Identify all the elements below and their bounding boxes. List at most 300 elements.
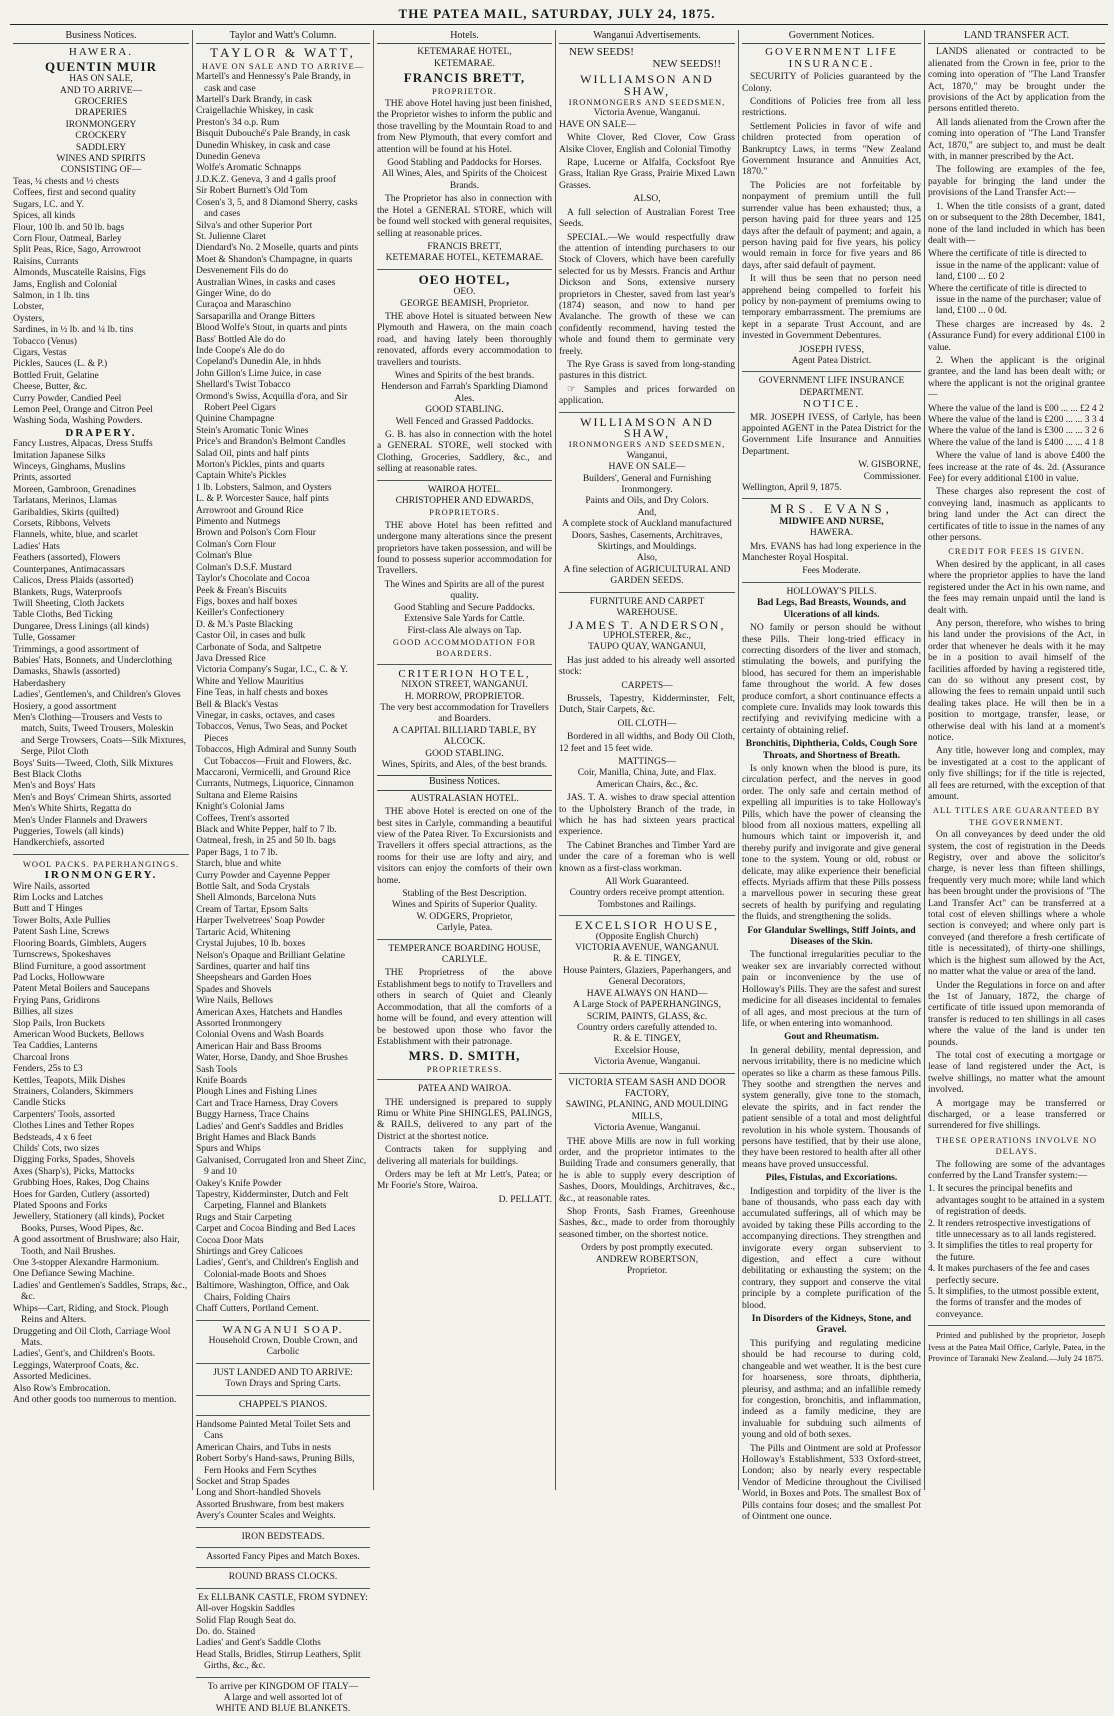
fee-item: Where the certificate of title is directed to issue in the name of the applicant: value of land, £100 ... £0 2: [928, 249, 1100, 283]
paragraph: Any title, however long and complex, may be investigated at a cost to the applicant of only five shillings; for if the title is rejected, all fees are returned, with the exception of that amount.: [928, 746, 1105, 802]
list-item: Buggy Harness, Trace Chains: [196, 1110, 309, 1121]
list-item: Hoes for Garden, Cutlery (assorted): [13, 1189, 150, 1200]
paragraph: Is only known when the blood is pure, its circulation perfect, and the nerves in good order. The only safe and certain method of expelling all impurities is to take Holloway's Pills, which have the power of cleansing the blood from all noxious matters, expelling all humours which taint or impoverish it, and thereby purify and invigorate and give general tone to the system. Young or old, robust or delicate, may alike experience their beneficial effects. Myriads affirm that these Pills possess a marvellous power in securing these great secrets of health by purifying and regulating the fluids, and strengthening the solids.: [742, 763, 921, 923]
factory-title: VICTORIA STEAM SASH AND DOOR FACTORY,: [568, 1077, 726, 1099]
list-item: Vinegar, in casks, octaves, and cases: [196, 710, 335, 721]
list-item: Trimmings, a good assortment of: [13, 644, 140, 655]
paragraph: THE above Mills are now in full working order, and the proprietor intimates to the Building Trade and consumers generally, that he is able to supply every description of Sashes, Doors, Mouldings, Architraves, &c., &c., at reasonable rates.: [559, 1136, 735, 1204]
list-item: Men's Under Flannels and Drawers: [13, 815, 148, 826]
list-item: Pickles, Sauces (L. & P.): [13, 359, 108, 370]
list-item: Salmon, in 1 lb. tins: [13, 290, 90, 301]
paragraph: Under the Regulations in force on and after the 1st of January, 1872, the charge of certificate of title issued upon memoranda of transfer is reduced to ten shillings in all cases where the value of the land is under ten pounds.: [928, 980, 1105, 1048]
paragraph: Builders', General and Furnishing Ironmongery.: [582, 473, 712, 496]
list-item: Long and Short-handled Shovels: [196, 1488, 321, 1499]
factory-trade: SAWING, PLANING, AND MOULDING MILLS,: [565, 1100, 729, 1122]
drapery-list: [13, 439, 189, 850]
advantages-list: [928, 1184, 1105, 1321]
paragraph: The following are examples of the fee, payable for bringing the land under the provisions of the Land Transfer Act:—: [928, 165, 1105, 199]
list-item: Copeland's Dunedin Ale, in hhds: [196, 357, 321, 368]
list-item: Knife Boards: [196, 1075, 247, 1086]
paragraph: Fees Moderate.: [802, 566, 861, 577]
also-label: Also,: [636, 553, 658, 564]
paragraph: Where the value of land is above £400 the fees increase at the rate of 4s. 2d. (Assurance Fee) for every additional £100 in value.: [928, 451, 1105, 485]
ironmongery-title: IRONMONGERY.: [44, 869, 158, 882]
advantage-item: 3. It simplifies the titles to real property for the future.: [928, 1241, 1093, 1263]
column-header: Government Notices.: [742, 30, 921, 44]
also-label: ALSO,: [633, 194, 661, 205]
list-item: Bottle Salt, and Soda Crystals: [196, 882, 310, 893]
carpets-label: CARPETS—: [621, 680, 673, 691]
list-item: Ladies' Hats: [13, 541, 60, 552]
list-item: Lobster,: [13, 302, 45, 313]
subheading: CREDIT FOR FEES IS GIVEN.: [948, 546, 1085, 557]
list-item: Bright Hames and Black Bands: [196, 1133, 316, 1143]
merchant-address: Victoria Avenue, Wanganui.: [593, 108, 701, 119]
paragraph: Country orders carefully attended to.: [576, 1022, 718, 1033]
list-item: L. & P. Worcester Sauce, half pints: [196, 494, 329, 505]
column-wanganui: [556, 30, 738, 1490]
masthead-rule: [10, 24, 1108, 25]
list-item: Cheese, Butter, &c.: [13, 382, 88, 393]
list-item: Curry Powder and Cayenne Pepper: [196, 870, 331, 881]
signature-address: KETEMARAE HOTEL, KETEMARAE.: [385, 253, 544, 264]
list-item: All-over Hogskin Saddles: [196, 1604, 295, 1615]
merchant-address: TAUPO QUAY, WANGANUI,: [588, 642, 706, 653]
list-item: Cream of Tartar, Epsom Salts: [196, 904, 308, 915]
list-item: Quinine Champagne: [196, 414, 275, 425]
paragraph: The total cost of executing a mortgage or lease of land registered under the Act, is twelve shillings, no matter what the amount involved.: [928, 1050, 1105, 1096]
paragraph: These charges also represent the cost of conveying land, inasmuch as applicants to bring land under the Act can direct the certificates of title to issue in the names of any other persons.: [928, 487, 1106, 544]
list-item: Carpet and Cocoa Binding and Bed Laces: [196, 1224, 356, 1235]
list-item: St. Julienne Claret: [196, 231, 266, 242]
list-item: Currants, Nutmegs, Liquorice, Cinnamon: [196, 779, 354, 790]
list-item: Avery's Counter Scales and Weights.: [196, 1511, 336, 1522]
blankets-title: WHITE AND BLUE BLANKETS.: [215, 1704, 351, 1715]
list-item: Bottled Fruit, Gelatine: [13, 370, 99, 381]
list-item: Blood Wolfe's Stout, in quarts and pints: [196, 323, 347, 334]
intro-line: WINES AND SPIRITS: [56, 154, 146, 165]
soap-title: WANGANUI SOAP.: [222, 1323, 344, 1336]
subheading: In Disorders of the Kidneys, Stone, and Gravel.: [751, 1314, 912, 1336]
list-item: Blind Furniture, a good assortment: [13, 961, 146, 972]
list-item: Lemon Peel, Orange and Citron Peel: [13, 405, 153, 415]
list-item: Winceys, Ginghams, Muslins: [13, 462, 126, 473]
signature: D. PELLATT.: [498, 1194, 552, 1205]
list-item: Keiller's Confectionery: [196, 608, 285, 619]
list-item: Strainers, Colanders, Skimmers: [13, 1086, 134, 1097]
list-item: One Defiance Sewing Machine.: [13, 1269, 135, 1280]
paragraph: These charges are increased by 4s. 2 (Assurance Fund) for every additional £100 in value.: [928, 319, 1105, 353]
list-item: Tobaccos, Venus, Two Seas, and Pocket Pieces: [196, 722, 348, 744]
list-item: Diendard's No. 2 Moselle, quarts and pints: [196, 243, 359, 254]
list-item: Imitation Japanese Silks: [13, 450, 106, 461]
paragraph: The Policies are not forfeitable by nonpayment of premium untill the full surrender value has been exhausted; thus, a person having paid for three years and 125 days after the default of payment; and again, a person having paid for five years, his policy would remain in force for five years and 86 days, after said default of payment.: [742, 180, 921, 271]
list-item: Curry Powder, Candied Peel: [13, 393, 122, 404]
list-item: Nelson's Opaque and Brilliant Gelatine: [196, 950, 345, 961]
list-item: Ormond's Swiss, Acquilla d'ora, and Sir Robert Peel Cigars: [196, 391, 348, 413]
list-item: Handkerchiefs, assorted: [13, 838, 105, 849]
paragraph: Wines and Spirits of Superior Quality.: [391, 900, 538, 911]
merchant-name: JAMES T. ANDERSON,: [568, 617, 726, 632]
list-item: Axes (Sharp's), Picks, Mattocks: [13, 1166, 135, 1177]
column-hotels: [374, 30, 555, 1490]
list-item: Split Peas, Rice, Sago, Arrowroot: [13, 245, 141, 256]
list-item: Sarsaparilla and Orange Bitters: [196, 311, 315, 322]
paragraph: The Cabinet Branches and Timber Yard are under the care of a foreman who is well known as a first-class workman.: [559, 840, 735, 874]
list-item: Spades and Shovels: [196, 984, 272, 995]
list-item: Colman's Corn Flour: [196, 539, 276, 550]
paragraph: House Painters, Glaziers, Paperhangers, and General Decorators,: [562, 965, 732, 988]
list-item: Grubbing Hoes, Rakes, Dog Chains: [13, 1178, 150, 1189]
notice-title: GOVERNMENT LIFE INSURANCE.: [765, 46, 898, 70]
list-item: Plough Lines and Fishing Lines: [196, 1087, 317, 1098]
list-item: Carpenters' Tools, assorted: [13, 1109, 115, 1120]
merchant-name: EXCELSIOR HOUSE,: [574, 918, 719, 933]
list-item: Coffees, Trent's assorted: [196, 813, 290, 824]
list-item: Galvanised, Corrugated Iron and Sheet Zinc, 9 and 10: [196, 1155, 367, 1178]
notice-title: GOVERNMENT LIFE INSURANCE DEPARTMENT.: [758, 376, 905, 398]
list-item: Taylor's Chocolate and Cocoa: [196, 574, 310, 585]
seeds-heading: NEW SEEDS!: [569, 46, 634, 59]
list-item: Curaçoa and Maraschino: [196, 300, 291, 311]
list-item: Do. do. Stained: [196, 1627, 256, 1638]
paragraph: A mortgage may be transferred or discharged, or a lease transferred or surrendered for five shillings.: [928, 1098, 1105, 1132]
list-item: Puggeries, Towels (all kinds): [13, 827, 124, 838]
fee-list: [928, 404, 1105, 450]
list-item: Coffees, first and second quality: [13, 188, 137, 199]
owner-role: PROPRIETORS.: [429, 507, 500, 518]
list-item: Oatmeal, fresh, in 25 and 50 lb. bags: [196, 836, 336, 847]
list-item: White and Yellow Mauritius: [196, 676, 304, 687]
list-item: Fenders, 25s to £3: [13, 1064, 83, 1075]
castle-title: Ex ELLBANK CASTLE, FROM SYDNEY:: [198, 1592, 368, 1603]
paragraph: Country orders receive prompt attention.: [569, 888, 725, 899]
hotel-address: NIXON STREET, WANGANUI.: [401, 680, 528, 691]
list-item: Robert Sorby's Hand-saws, Pruning Bills, Fern Hooks and Fern Scythes: [196, 1454, 355, 1476]
hotel-name: KETEMARAE HOTEL,: [417, 47, 512, 58]
paragraph: American Chairs, &c., &c.: [595, 779, 699, 790]
list-item: American Wood Buckets, Bellows: [13, 1029, 144, 1040]
list-item: Dungaree, Dress Linings (all kinds): [13, 621, 149, 632]
list-item: Dunedin Whiskey, in cask and case: [196, 140, 331, 151]
list-item: Jams, English and Colonial: [13, 279, 117, 290]
hotel-owner: W. ODGERS, Proprietor,: [416, 911, 513, 922]
list-item: Babies' Hats, Bonnets, and Underclothing: [13, 655, 172, 666]
signature-address: Victoria Avenue, Wanganui.: [593, 1057, 701, 1068]
subheading: Gout and Rheumatism.: [784, 1032, 879, 1043]
list-item: Moet & Shandon's Champagne, in quarts: [196, 254, 353, 265]
list-item: Ladies' and Gent's Saddles and Bridles: [196, 1121, 344, 1132]
merchant-address: VICTORIA AVENUE, WANGANUI.: [575, 943, 719, 954]
list-item: Figs, boxes and half boxes: [196, 596, 298, 607]
advantage-item: 5. It simplifies, to the utmost possible extent, the forms of transfer and the modes of conveyance.: [928, 1287, 1099, 1320]
list-item: Shellard's Twist Tobacco: [196, 380, 291, 391]
paragraph: Has just added to his already well assorted stock:: [559, 655, 735, 678]
merchant-name: QUENTIN MUIR: [44, 58, 158, 74]
oil-cloth-label: OIL CLOTH—: [617, 718, 677, 729]
wool-packs: WOOL PACKS. PAPERHANGINGS.: [22, 858, 180, 869]
landed-text: Town Drays and Spring Carts.: [225, 1379, 341, 1390]
hotel-owner: FRANCIS BRETT,: [403, 70, 526, 86]
list-item: Preston's 34 o.p. Rum: [196, 117, 280, 128]
list-item: Craigellachie Whiskey, in cask: [196, 106, 314, 117]
signature-role: Commissioner.: [863, 471, 921, 482]
list-item: Corsets, Ribbons, Velvets: [13, 519, 111, 530]
list-item: Price's and Brandon's Belmont Candles: [196, 437, 346, 448]
list-item: Java Dressed Rice: [196, 653, 266, 664]
fee-item: Where the value of the land is £200 ... ... 3 3 4: [928, 415, 1104, 425]
list-item: Hosiery, a good assortment: [13, 701, 117, 712]
list-item: Oysters,: [13, 313, 45, 324]
seeds-heading: NEW SEEDS!!: [652, 57, 721, 70]
paragraph: All lands alienated from the Crown after the coming into operation of "The Land Transfer Act, 1870," are subject to, and must be dealt with, in manner prescribed by the Act.: [928, 117, 1105, 163]
list-item: Charcoal Irons: [13, 1052, 70, 1063]
list-item: Silva's and other Superior Port: [196, 220, 313, 231]
paragraph: Bordered in all widths, and Body Oil Cloth, 12 feet and 15 feet wide.: [559, 732, 735, 754]
bedsteads-title: IRON BEDSTEADS.: [241, 1531, 325, 1542]
signature-house: Excelsior House,: [614, 1045, 680, 1056]
ironmongery-list: [13, 882, 189, 1407]
list-item: Flour, 100 lb. and 50 lb. bags: [13, 222, 125, 233]
clocks-title: ROUND BRASS CLOCKS.: [228, 1572, 338, 1583]
italy-text: To arrive per KINGDOM OF ITALY—: [207, 1681, 359, 1692]
merchant-name: WILLIAMSON AND SHAW,: [580, 414, 714, 440]
list-item: Digging Forks, Spades, Shovels: [13, 1155, 135, 1166]
notice-title: HOLLOWAY'S PILLS.: [786, 586, 877, 597]
list-item: Sardines, in ½ lb. and ¼ lb. tins: [13, 325, 134, 336]
paragraph: This purifying and regulating medicine should be had recourse to during cold, changeable and wet weather. It is the best cure for hoarseness, sore throats, diphtheria, pleurisy, and asthma; and an infallible remedy for congestion, bronchitis, and inflammation, indeed as a family medicine, they are invaluable for subduing such ailments of young and old of both sexes.: [742, 1338, 921, 1441]
list-item: Tulle, Gossamer: [13, 633, 76, 644]
list-item: Best Black Cloths: [13, 770, 82, 780]
list-item: Handsome Painted Metal Toilet Sets and Cans: [196, 1419, 351, 1442]
paragraph: When desired by the applicant, in all cases where the proprietor applies to have the land registered under the Act in his own name, and the fees may remain unpaid until the land is dealt with.: [928, 559, 1105, 616]
list-item: Ladies', Gentlemen's, and Children's Gloves: [13, 690, 181, 701]
paragraph: First-class Ale always on Tap.: [407, 625, 522, 636]
paragraph: A fine selection of AGRICULTURAL AND GARDEN SEEDS.: [563, 564, 731, 587]
list-item: Fine Teas, in half chests and boxes: [196, 688, 328, 699]
hotel-name: TEMPERANCE BOARDING HOUSE, CARLYLE.: [388, 943, 541, 966]
column-header: Wanganui Advertisements.: [559, 30, 735, 44]
list-item: Martell's Dark Brandy, in cask: [196, 95, 312, 106]
column-land-transfer: [925, 30, 1108, 1490]
list-item: Wire Nails, assorted: [13, 881, 90, 892]
paragraph: G. B. has also in connection with the hotel a GENERAL STORE, well stocked with Clothing, Groceries, Saddlery, &c., and selling at reasonable rates.: [377, 430, 552, 475]
signature: W. GISBORNE,: [858, 460, 921, 471]
list-item: Tartaric Acid, Whitening: [196, 927, 291, 938]
fee-item: Where the value of the land is £00 ... ... £2 4 2: [928, 403, 1104, 414]
list-item: Colonial Ovens and Wash Boards: [196, 1030, 324, 1041]
list-item: Spurs and Whips: [196, 1144, 261, 1155]
list-item: Crystal Jujubes, 10 lb. boxes: [196, 939, 306, 950]
subtitle: HAVE ON SALE AND TO ARRIVE—: [201, 60, 365, 71]
list-item: Brown and Polson's Corn Flour: [196, 528, 316, 539]
column-header: LAND TRANSFER ACT.: [928, 30, 1105, 44]
paragraph: [559, 385, 735, 408]
list-item: And other goods too numerous to mention.: [13, 1394, 177, 1405]
column-header: Business Notices.: [13, 30, 189, 44]
list-item: Men's and Boys' Hats: [13, 781, 96, 792]
paragraph: Any person, therefore, who wishes to bring his land under the provisions of the Act, in order that whenever he deals with it he may be in a position to avail himself of the facilities afforded by having a registered title, can do so without any present cost, by allowing the fees to remain unpaid until such dealing takes place. He will then be in a position to mortgage, transfer, lease, or otherwise deal with his land at a moment's notice.: [928, 618, 1105, 743]
list-item: Bedsteads, 4 x 6 feet: [13, 1132, 92, 1143]
fee-item: Where the value of the land is £400 ... ... 4 1 8: [928, 437, 1104, 448]
list-item: J.D.K.Z. Geneva, 3 and 4 galls proof: [196, 174, 337, 185]
subheading: Bronchitis, Diphtheria, Colds, Cough Sore Throats, and Shortness of Breath.: [745, 739, 918, 761]
signature: R. & E. TINGEY,: [613, 1034, 681, 1045]
paragraph: Conditions of Policies free from all less restrictions.: [742, 97, 921, 119]
town: HAWERA.: [68, 46, 134, 59]
list-item: Men's Clothing—Trousers and Vests to match, Suits, Tweed Trousers, Moleskin and Serge Trowsers, Coats—Silk Mixtures, Serge, Pilot Cloth: [13, 712, 187, 758]
list-item: Starch, blue and white: [196, 859, 281, 870]
paragraph: Good Stabling and Paddocks for Horses.: [387, 158, 542, 169]
factory-address: Victoria Avenue, Wanganui.: [593, 1123, 701, 1134]
list-item: Boys' Suits—Tweed, Cloth, Silk Mixtures: [13, 758, 173, 769]
subheading: ALL TITLES ARE GUARANTEED BY THE GOVERNMENT.: [932, 805, 1101, 827]
list-item: Peek & Frean's Biscuits: [196, 585, 287, 596]
hotel-name: AUSTRALASIAN HOTEL.: [410, 793, 519, 804]
list-item: Arrowroot and Ground Rice: [196, 505, 304, 516]
list-item: Moreen, Gambroon, Grenadines: [13, 484, 136, 495]
list-item: Bisquit Dubouché's Pale Brandy, in cask: [196, 129, 351, 140]
hotel-owner: CHRISTOPHER AND EDWARDS,: [395, 496, 534, 507]
soap-text: Household Crown, Double Crown, and Carbolic: [208, 1335, 358, 1358]
list-item: Damasks, Shawls (assorted): [13, 667, 120, 678]
column-government: [739, 30, 924, 1522]
hotel-owner: GEORGE BEAMISH, Proprietor.: [400, 298, 529, 309]
list-item: Shirtings and Grey Calicoes: [196, 1247, 303, 1258]
list-item: Assorted Brushware, from best makers: [196, 1499, 345, 1510]
advantage-item: 2. It renders retrospective investigations of title unnecessary as to all lands registered.: [928, 1218, 1097, 1241]
list-item: Morton's Pickles, pints and quarts: [196, 460, 325, 471]
and-label: And,: [637, 507, 657, 518]
list-item: Prints, assorted: [13, 473, 72, 484]
paragraph: Wines, Spirits, and Ales, of the best brands.: [381, 759, 548, 770]
intro-line: SADDLERY: [75, 142, 127, 153]
hotel-owner: H. MORROW, PROPRIETOR.: [404, 691, 525, 702]
list-item: Paper Bags, 1 to 7 lb.: [196, 847, 278, 858]
list-item: Wolfe's Aromatic Schnapps: [196, 163, 301, 174]
list-item: D. & M.'s Paste Blacking: [196, 619, 293, 630]
have-on-sale: HAVE ON SALE—: [559, 119, 636, 130]
paragraph: GOOD STABLING.: [425, 748, 504, 759]
intro-line: DRAPERIES: [75, 108, 127, 119]
list-item: Black and White Pepper, half to 7 lb.: [196, 825, 337, 836]
subheading: For Glandular Swellings, Stiff Joints, and Diseases of the Skin.: [747, 925, 916, 948]
paragraph: It will thus be seen that no person need apprehend being compelled to forfeit his policy by non-payment of premiums owing to temporary embarrassment. The premiums are kept in a separate Trust Account, and are invested in Government Debentures.: [742, 274, 921, 342]
hotel-town: Carlyle, Patea.: [436, 923, 493, 934]
paragraph: Henderson and Farrah's Sparkling Diamond Ales.: [381, 382, 548, 404]
column-taylor-watt: [193, 30, 373, 1715]
paragraph: Stabling of the Best Description.: [402, 889, 527, 900]
signature-role: Proprietor.: [626, 1266, 668, 1277]
paragraph: JAS. T. A. wishes to draw special attention to the Upholstery Branch of the trade, in which he has had sixteen years practical experience.: [559, 793, 735, 838]
list-item: Cart and Trace Harness, Dray Covers: [196, 1098, 338, 1109]
list-item: Victoria Company's Sugar, I.C., C. & Y.: [196, 665, 348, 676]
list-item: Sheepshears and Garden Hoes: [196, 973, 312, 984]
paragraph: NO family or person should be without these Pills. Their long-tried efficacy in correcting disorders of the liver and stomach, stimulating the bowels, and purifying the blood, has secured for them an imperishable fame throughout the world. A few doses produce comfort, a short continuance effects a complete cure. Invalids may look towards this rectifying and revivifying medicine with a certainty of obtaining relief.: [742, 623, 921, 736]
list-item: Jewellery, Stationery (all kinds), Pocket Books, Purses, Wood Pipes, &c.: [13, 1212, 165, 1234]
list-item: Maccaroni, Vermicelli, and Ground Rice: [196, 768, 351, 778]
list-item: Ladies' and Gentlemen's Saddles, Straps, &c., &c.: [13, 1280, 188, 1303]
paragraph: 1. When the title consists of a grant, dated on or subsequent to the 28th December, 1841, none of the land included in which has been dealt with—: [928, 201, 1105, 246]
list-item: Leggings, Waterproof Coats, &c.: [13, 1360, 139, 1371]
list-item: Clothes Lines and Tether Ropes: [13, 1121, 135, 1132]
paragraph: Settlement Policies in favor of wife and children protected from operation of Bankruptcy Laws, in terms "New Zealand Government Insurance and Annuities Act, 1870.": [742, 121, 921, 178]
list-item: Sardines, quarter and half tins: [196, 961, 310, 972]
list-item: Turnscrews, Spokeshaves: [13, 950, 111, 961]
list-item: Desvenement Fils do do: [196, 266, 289, 277]
intro-line: CONSISTING OF—: [60, 165, 142, 176]
list-item: Rugs and Stair Carpeting: [196, 1212, 292, 1223]
paragraph: Brussels, Tapestry, Kidderminster, Felt, Dutch, Stair Carpets, &c.: [559, 693, 735, 716]
list-item: Butt and T Hinges: [13, 904, 83, 915]
grocery-list: [13, 177, 189, 428]
paragraph: SPECIAL.—We would respectfully draw the attention of intending purchasers to our Stock of Clovers, which have been carefully selected for us by Messrs. Francis and Arthur Dickson and Sons, extensive nursery proprietors in Chester, saved from last year's (1874) season, and now to hand per Avalanche. The growth of these we can confidently recommend, having tested the whole and found them to germinate very freely.: [559, 232, 735, 357]
advantage-item: 1. It secures the principal benefits and advantages sought to be attained in a system of registration of deeds.: [928, 1184, 1105, 1218]
intro-line: AND TO ARRIVE—: [60, 85, 142, 96]
list-item: Bell & Black's Vestas: [196, 699, 279, 710]
paragraph: Mrs. EVANS has had long experience in the Manchester Royal Hospital.: [742, 541, 921, 564]
list-item: Feathers (assorted), Flowers: [13, 553, 121, 564]
paragraph: A complete stock of Auckland manufactured Doors, Sashes, Casements, Architraves, Skirtings, and Mouldings.: [562, 519, 732, 553]
paragraph: The following are some of the advantages conferred by the Land Transfer system:—: [928, 1159, 1105, 1181]
merchant-location: (Opposite English Church): [595, 931, 699, 942]
list-item: Head Stalls, Bridles, Stirrup Leathers, Split Girths, &c., &c.: [196, 1649, 361, 1672]
merchant-name: WILLIAMSON AND SHAW,: [580, 72, 714, 98]
paragraph: Coir, Manilla, China, Jute, and Flax.: [577, 768, 717, 779]
signature: JOSEPH IVESS,: [799, 344, 864, 355]
list-item: American Hair and Bass Brooms: [196, 1041, 322, 1052]
hotel-owner: MRS. D. SMITH,: [408, 1048, 521, 1064]
notice-title: PATEA AND WAIROA.: [417, 1084, 512, 1095]
list-item: American Axes, Hatchets and Handles: [196, 1007, 343, 1018]
fee-item: Where the certificate of title is directed to issue in the name of the purchaser; value of land, £100 ... 0 0d.: [928, 283, 1102, 317]
drapery-title: DRAPERY.: [65, 426, 137, 439]
merchant-owner: R. & E. TINGEY,: [613, 954, 681, 965]
merchant-trade: IRONMONGERS AND SEEDSMEN,: [568, 439, 726, 450]
paragraph: Well Fenced and Grassed Paddocks.: [395, 416, 534, 427]
signature: FRANCIS BRETT,: [427, 241, 502, 252]
paragraph: The functional irregularities peculiar to the weaker sex are invariably corrected without pain or inconvenience by the use of Holloway's Pills. They are the safest and surest medicine for all diseases incidental to females of all ages, and most precious at the turn of life, or when entering into womanhood.: [742, 950, 921, 1029]
list-item: Billies, all sizes: [13, 1007, 73, 1018]
hotel-town: KETEMARAE.: [434, 58, 495, 69]
merchant-town: HAWERA.: [809, 528, 854, 539]
list-item: Corn Flour, Oatmeal, Barley: [13, 233, 122, 244]
list-item: Table Cloths, Bed Ticking: [13, 610, 113, 621]
hotel-name: WAIROA HOTEL.: [427, 484, 502, 495]
list-item: Australian Wines, in casks and cases: [196, 277, 336, 288]
list-item: Colman's D.S.F. Mustard: [196, 562, 292, 573]
hotel-name: CRITERION HOTEL,: [398, 667, 531, 680]
list-item: A good assortment of Brushware; also Hair, Tooth, and Nail Brushes.: [13, 1235, 180, 1257]
merchant-name: TAYLOR & WATT,: [210, 45, 356, 61]
list-item: Fancy Lustres, Alpacas, Dress Stuffs: [13, 439, 153, 450]
paragraph: Wines and Spirits of the best brands.: [394, 370, 535, 381]
stock-list: [196, 72, 370, 1315]
list-item: Childs' Cots, two sizes: [13, 1144, 100, 1154]
intro-line: HAS ON SALE,: [69, 74, 133, 85]
paragraph: THE above Hotel is erected on one of the best sites in Carlyle, commanding a beautiful view of the Patea River. To Excursionists and Travellers it offers special attractions, as the rooms for their use are lofty and airy, and visitors can enjoy the comforts of their own home.: [377, 807, 552, 886]
list-item: Chaff Cutters, Portland Cement.: [196, 1304, 319, 1315]
subheading: Bad Legs, Bad Breasts, Wounds, and Ulcerations of all kinds.: [756, 598, 907, 620]
list-item: Calicos, Dress Plaids (assorted): [13, 576, 134, 587]
paragraph: White Clover, Red Clover, Cow Grass Alsike Clover, English and Colonial Timothy: [559, 133, 735, 155]
list-item: Druggeting and Oil Cloth, Carriage Wool Mats.: [13, 1326, 171, 1348]
list-item: Salad Oil, pints and half pints: [196, 448, 309, 459]
paragraph: Tombstones and Railings.: [597, 899, 697, 910]
list-item: Wire Nails, Bellows: [196, 996, 273, 1007]
merchant-trade: UPHOLSTERER, &c.,: [602, 630, 692, 641]
subheading: Piles, Fistulas, and Excoriations.: [765, 1173, 898, 1184]
